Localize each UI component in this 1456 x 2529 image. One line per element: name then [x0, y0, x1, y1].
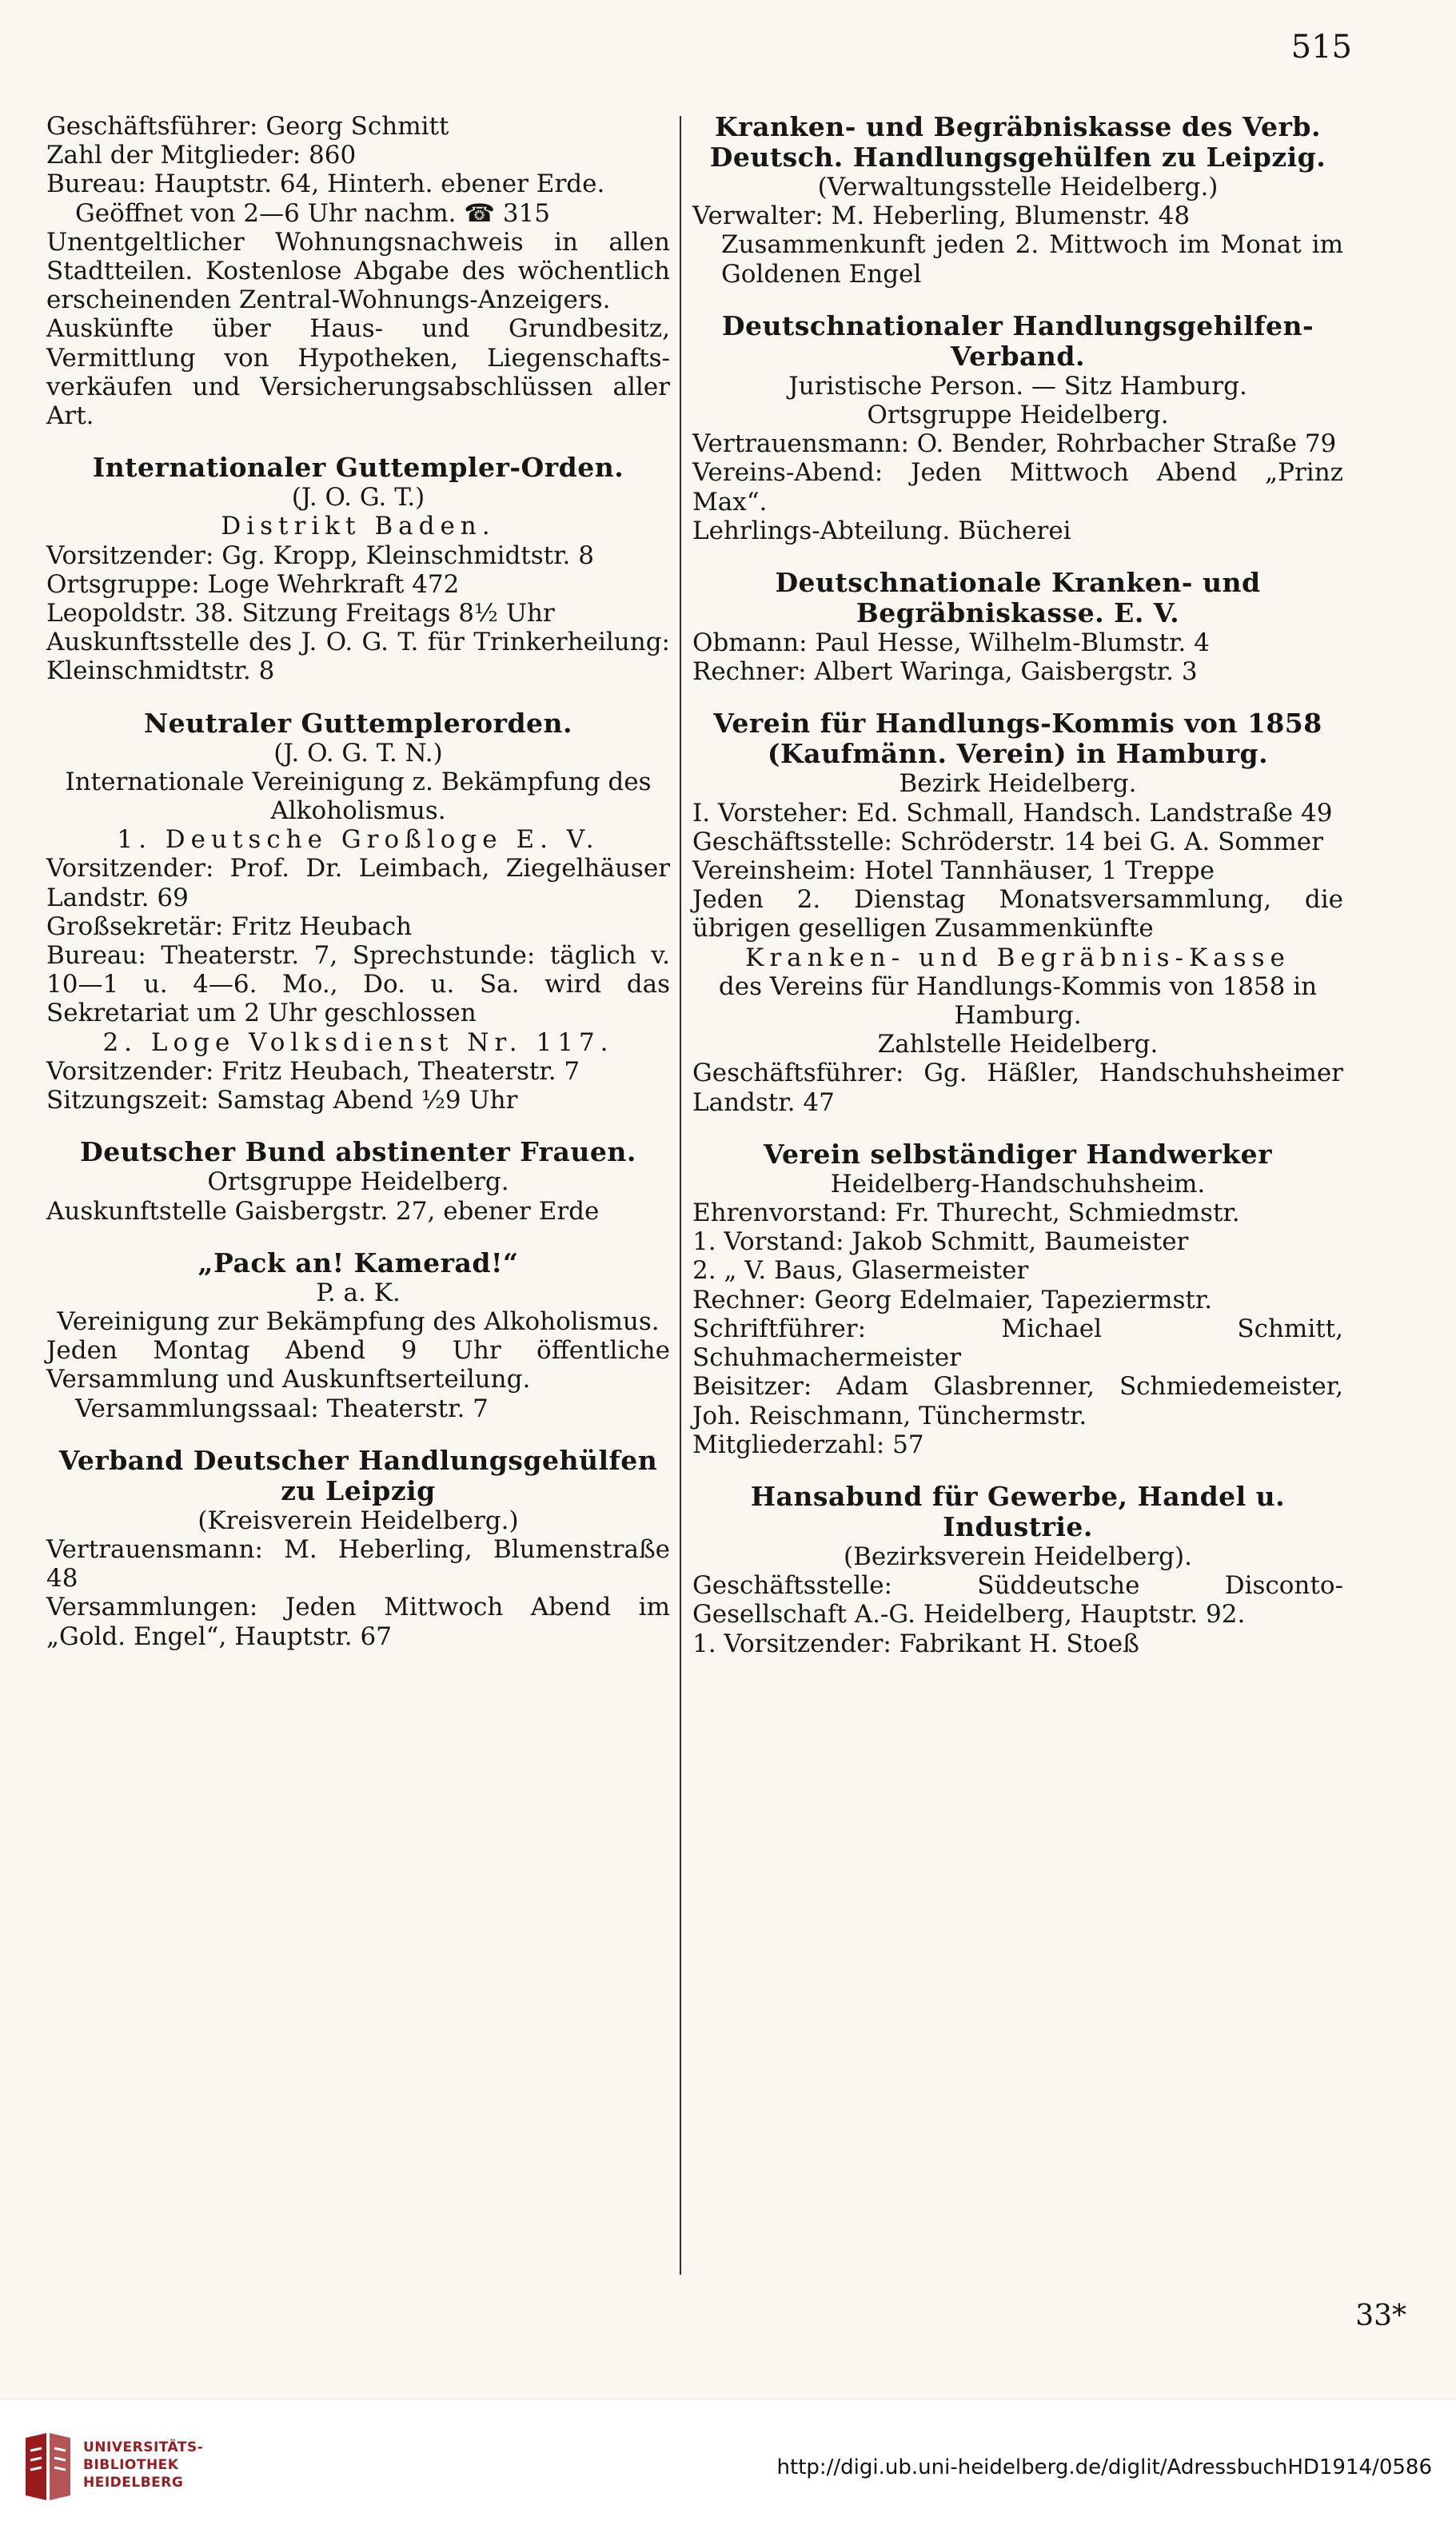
entry-line: Geschäftsführer: Georg Schmitt	[46, 112, 449, 141]
entry-subheading: (J. O. G. T.)	[291, 483, 425, 513]
entry-subheading: Bezirk Heidelberg.	[899, 769, 1137, 799]
entry-heading: Deutscher Bund abstinenter Frauen.	[80, 1136, 636, 1168]
section-spacer	[46, 686, 670, 708]
entry-heading: Verein selbständiger Handwerker	[763, 1138, 1273, 1170]
entry-subheading: (Bezirksverein Heidelberg).	[844, 1542, 1192, 1571]
entry-line: Zahl der Mitglieder: 860	[46, 141, 357, 170]
entry-subheading: Kranken- und Begräbnis-Kasse	[745, 943, 1290, 972]
entry-subheading: Ortsgruppe Heidelberg.	[867, 401, 1169, 430]
university-library-logo-icon	[18, 2433, 75, 2500]
entry-line: Verwalter: M. Heberling, Blumenstr. 48	[692, 201, 1191, 231]
entry-subheading: Zahlstelle Heidelberg.	[877, 1030, 1159, 1059]
entry-subheading: Juristische Person. — Sitz Hamburg.	[788, 371, 1247, 401]
entry-heading: Hansabund für Gewerbe, Handel u. Industrie.	[750, 1480, 1286, 1542]
entry-line: Sitzungszeit: Samstag Abend ½9 Uhr	[46, 1086, 518, 1115]
library-name-line-3: HEIDELBERG	[83, 2475, 184, 2491]
entry-subheading: des Vereins für Handlungs-Kommis von 1858 in Hamburg.	[718, 971, 1318, 1031]
page-number: 515	[1290, 29, 1352, 66]
entry-line: 1. Vorstand: Jakob Schmitt, Baumeister	[692, 1227, 1189, 1257]
entry-line: Unentgeltlicher Wohnungsnachweis in allen Stadtteilen. Kostenlose Abgabe des wöchentlich erscheinenden Zentral-Wohnungs-Anzeigers.	[46, 227, 670, 315]
entry-line: Rechner: Albert Waringa, Gaisbergstr. 3	[692, 657, 1198, 687]
section-spacer	[692, 289, 1343, 311]
entry-subheading: Heidelberg-Handschuhsheim.	[830, 1169, 1206, 1199]
entry-line: Ortsgruppe: Loge Wehrkraft 472	[46, 569, 460, 599]
entry-line: Leopoldstr. 38. Sitzung Freitags 8½ Uhr	[46, 599, 555, 628]
section-spacer	[692, 686, 1343, 708]
entry-line: Jeden Montag Abend 9 Uhr öffentliche Versammlung und Auskunftserteilung.	[46, 1336, 670, 1394]
entry-subheading: (Verwaltungsstelle Heidelberg.)	[817, 173, 1219, 201]
entry-heading: Verein für Handlungs-Kommis von 1858 (Kaufmänn. Verein) in Hamburg.	[713, 708, 1322, 770]
entry-line: Lehrlings-Abteilung. Bücherei	[692, 516, 1071, 545]
entry-line: Ehrenvorstand: Fr. Thurecht, Schmiedmstr.	[692, 1199, 1240, 1228]
section-spacer	[692, 545, 1343, 568]
entry-line: Geschäftsführer: Gg. Häßler, Handschuhsheimer Landstr. 47	[692, 1059, 1343, 1117]
entry-subheading: Internationale Vereinigung z. Bekämpfung des Alkoholismus.	[65, 767, 652, 826]
library-name-line-1: UNIVERSITÄTS-	[83, 2439, 204, 2455]
entry-line: Auskunftstelle Gaisbergstr. 27, ebener Erde	[46, 1196, 600, 1226]
entry-line: Beisitzer: Adam Glasbrenner, Schmiedemeister, Joh. Reischmann, Tünchermstr.	[692, 1372, 1343, 1430]
entry-subheading: Distrikt Baden.	[221, 512, 496, 541]
entry-subheading: Ortsgruppe Heidelberg.	[207, 1167, 509, 1197]
entry-subheading: 1. Deutsche Großloge E. V.	[117, 825, 600, 855]
entry-line: Geschäftsstelle: Schröderstr. 14 bei G. A. Sommer	[692, 827, 1323, 856]
section-spacer	[692, 1459, 1343, 1482]
entry-line: Obmann: Paul Hesse, Wilhelm-Blumstr. 4	[692, 628, 1210, 658]
column-divider	[680, 116, 681, 2275]
entry-line: Auskünfte über Haus- und Grundbesitz, Vermittlung von Hypotheken, Liegenschafts-verkäufen und Versicherungsabschlüssen aller Art.	[46, 314, 670, 431]
library-name-line-2: BIBLIOTHEK	[83, 2457, 179, 2473]
entry-subheading: P. a. K.	[316, 1278, 401, 1307]
entry-line: I. Vorsteher: Ed. Schmall, Handsch. Landstraße 49	[692, 798, 1333, 828]
entry-line: 1. Vorsitzender: Fabrikant H. Stoeß	[692, 1629, 1139, 1658]
source-url-link[interactable]: http://digi.ub.uni-heidelberg.de/diglit/AdressbuchHD1914/0586	[776, 2455, 1432, 2479]
entry-line: Vertrauensmann: M. Heberling, Blumenstraße 48	[46, 1534, 670, 1594]
entry-heading: „Pack an! Kamerad!“	[197, 1247, 519, 1278]
entry-line: Vorsitzender: Fritz Heubach, Theaterstr. 7	[46, 1056, 580, 1086]
entry-line: Zusammenkunft jeden 2. Mittwoch im Monat im Goldenen Engel	[721, 230, 1343, 289]
section-spacer	[46, 1423, 670, 1446]
entry-line: Geschäftsstelle: Süddeutsche Disconto-Gesellschaft A.-G. Heidelberg, Hauptstr. 92.	[692, 1571, 1343, 1629]
entry-heading: Internationaler Guttempler-Orden.	[92, 452, 624, 484]
footer-bar	[0, 2399, 1456, 2529]
entry-heading: Kranken- und Begräbniskasse des Verb. Deutsch. Handlungsgehülfen zu Leipzig.	[709, 111, 1326, 173]
entry-heading: Deutschnationaler Handlungsgehilfen-Verband.	[721, 309, 1314, 372]
section-spacer	[46, 1226, 670, 1248]
entry-line: Vereinsheim: Hotel Tannhäuser, 1 Treppe	[692, 856, 1215, 886]
entry-line: Bureau: Hauptstr. 64, Hinterh. ebener Erde.	[46, 170, 605, 199]
entry-subheading: Vereinigung zur Bekämpfung des Alkoholismus.	[57, 1306, 660, 1336]
entry-line: Bureau: Theaterstr. 7, Sprechstunde: täglich v. 10—1 u. 4—6. Mo., Do. u. Sa. wird das Sekretariat um 2 Uhr geschlossen	[46, 941, 670, 1028]
entry-line: Mitgliederzahl: 57	[692, 1430, 924, 1459]
section-spacer	[46, 1115, 670, 1137]
entry-line: 2. „ V. Baus, Glasermeister	[692, 1256, 1029, 1286]
entry-line: Versammlungssaal: Theaterstr. 7	[75, 1394, 489, 1423]
entry-line: Auskunftsstelle des J. O. G. T. für Trinkerheilung: Kleinschmidtstr. 8	[46, 628, 670, 686]
entry-line: Rechner: Georg Edelmaier, Tapeziermstr.	[692, 1285, 1213, 1314]
section-spacer	[46, 430, 670, 453]
entry-line: Geöffnet von 2—6 Uhr nachm. ☎ 315	[75, 198, 550, 228]
section-spacer	[692, 1117, 1343, 1139]
entry-line: Jeden 2. Dienstag Monatsversammlung, die übrigen geselligen Zusammenkünfte	[692, 885, 1343, 943]
entry-line: Großsekretär: Fritz Heubach	[46, 911, 413, 941]
entry-subheading: (J. O. G. T. N.)	[273, 738, 443, 768]
entry-heading: Verband Deutscher Handlungsgehülfen zu Leipzig	[58, 1444, 658, 1506]
entry-heading: Deutschnationale Kranken- und Begräbniskasse. E. V.	[775, 567, 1261, 629]
right-column	[692, 112, 1343, 1658]
sheet-signature: 33*	[1355, 2300, 1406, 2332]
entry-subheading: 2. Loge Volksdienst Nr. 117.	[102, 1027, 614, 1057]
entry-line: Vertrauensmann: O. Bender, Rohrbacher Straße 79	[692, 429, 1337, 459]
entry-line: Schriftführer: Michael Schmitt, Schuhmachermeister	[692, 1314, 1343, 1373]
entry-line: Vorsitzender: Gg. Kropp, Kleinschmidtstr. 8	[46, 541, 594, 570]
entry-subheading: (Kreisverein Heidelberg.)	[197, 1506, 519, 1535]
entry-line: Versammlungen: Jeden Mittwoch Abend im „Gold. Engel“, Hauptstr. 67	[46, 1593, 670, 1651]
entry-line: Vorsitzender: Prof. Dr. Leimbach, Ziegelhäuser Landstr. 69	[46, 854, 670, 912]
left-column	[46, 112, 670, 1651]
entry-heading: Neutraler Guttemplerorden.	[143, 707, 573, 739]
entry-line: Vereins-Abend: Jeden Mittwoch Abend „Prinz Max“.	[692, 458, 1343, 517]
